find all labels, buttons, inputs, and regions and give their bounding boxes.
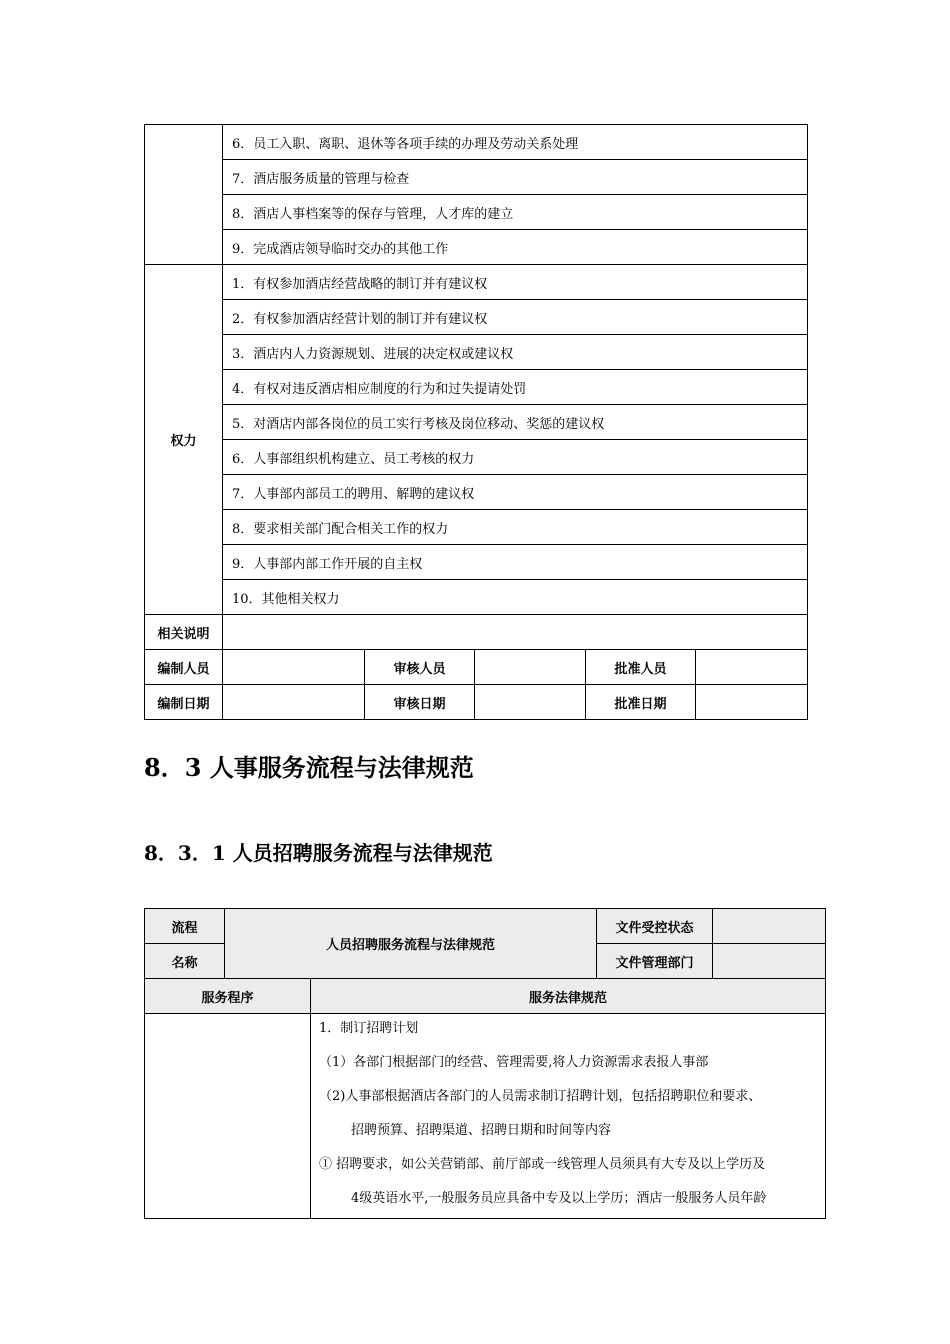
power-item: 10．其他相关权力 xyxy=(223,580,808,615)
compile-date-value xyxy=(223,685,365,720)
power-item: 6．人事部组织机构建立、员工考核的权力 xyxy=(223,440,808,475)
review-date-label: 审核日期 xyxy=(365,685,475,720)
power-item: 3．酒店内人力资源规划、进展的决定权或建议权 xyxy=(223,335,808,370)
compiler-value xyxy=(223,650,365,685)
notes-value xyxy=(223,615,808,650)
approve-date-label: 批准日期 xyxy=(586,685,696,720)
power-item: 5．对酒店内部各岗位的员工实行考核及岗位移动、奖惩的建议权 xyxy=(223,405,808,440)
compile-date-label: 编制日期 xyxy=(145,685,223,720)
doc-status-label: 文件受控状态 xyxy=(597,909,713,944)
procedure-cell xyxy=(145,1014,311,1219)
recruitment-process-table xyxy=(144,908,826,1219)
procedure-header: 服务程序 xyxy=(145,979,311,1014)
duty-item: 8．酒店人事档案等的保存与管理，人才库的建立 xyxy=(223,195,808,230)
doc-dept-label: 文件管理部门 xyxy=(597,944,713,979)
power-item: 9．人事部内部工作开展的自主权 xyxy=(223,545,808,580)
flow-label-top: 流程 xyxy=(145,909,225,944)
power-item: 4．有权对违反酒店相应制度的行为和过失提请处罚 xyxy=(223,370,808,405)
duty-item: 6．员工入职、离职、退休等各项手续的办理及劳动关系处理 xyxy=(223,125,808,160)
doc-status-value xyxy=(713,909,826,944)
duty-item: 7．酒店服务质量的管理与检查 xyxy=(223,160,808,195)
notes-label: 相关说明 xyxy=(145,615,223,650)
approver-label: 批准人员 xyxy=(586,650,696,685)
section-heading: 8．3 人事服务流程与法律规范 xyxy=(144,753,474,782)
flow-label-bottom: 名称 xyxy=(145,944,225,979)
content-line: ① 招聘要求，如公关营销部、前厅部或一线管理人员须具有大专及以上学历及 xyxy=(319,1157,766,1172)
subsection-heading: 8．3．1 人员招聘服务流程与法律规范 xyxy=(144,841,493,865)
reviewer-value xyxy=(475,650,586,685)
compiler-label: 编制人员 xyxy=(145,650,223,685)
power-item: 1．有权参加酒店经营战略的制订并有建议权 xyxy=(223,265,808,300)
content-line: （1）各部门根据部门的经营、管理需要,将人力资源需求表报人事部 xyxy=(319,1055,709,1070)
content-line: （2)人事部根据酒店各部门的人员需求制订招聘计划，包括招聘职位和要求、 xyxy=(319,1089,762,1104)
content-line: 1．制订招聘计划 xyxy=(319,1021,419,1036)
duty-item: 9．完成酒店领导临时交办的其他工作 xyxy=(223,230,808,265)
content-line: 4级英语水平,一般服务员应具备中专及以上学历；酒店一般服务人员年龄 xyxy=(351,1191,767,1206)
approver-value xyxy=(696,650,808,685)
reviewer-label: 审核人员 xyxy=(365,650,475,685)
review-date-value xyxy=(475,685,586,720)
doc-dept-value xyxy=(713,944,826,979)
power-item: 8．要求相关部门配合相关工作的权力 xyxy=(223,510,808,545)
duties-label-cell xyxy=(145,125,223,265)
approve-date-value xyxy=(696,685,808,720)
job-description-table xyxy=(144,124,808,720)
legal-content-cell xyxy=(311,1014,826,1219)
power-item: 2．有权参加酒店经营计划的制订并有建议权 xyxy=(223,300,808,335)
flow-name: 人员招聘服务流程与法律规范 xyxy=(225,909,597,979)
power-item: 7．人事部内部员工的聘用、解聘的建议权 xyxy=(223,475,808,510)
power-label: 权力 xyxy=(145,265,223,615)
content-line: 招聘预算、招聘渠道、招聘日期和时间等内容 xyxy=(351,1123,612,1138)
legal-header: 服务法律规范 xyxy=(311,979,826,1014)
